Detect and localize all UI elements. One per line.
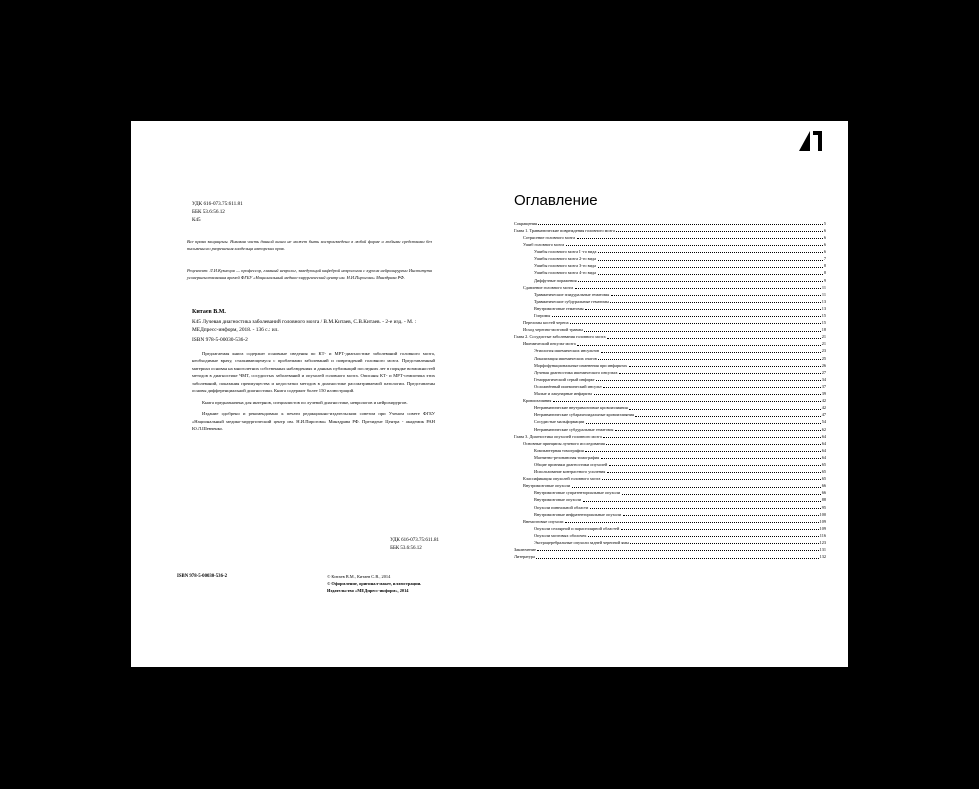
toc-leader-dots	[585, 447, 821, 452]
toc-entry[interactable]	[514, 552, 826, 559]
toc-entry-label: Общие признаки диагностики опухолей	[534, 461, 608, 467]
toc-entry[interactable]	[514, 269, 826, 276]
toc-entry[interactable]	[514, 247, 826, 254]
toc-entry-label: Заключение	[514, 547, 536, 553]
toc-entry[interactable]	[514, 333, 826, 340]
toc-entry[interactable]	[514, 361, 826, 368]
toc-entry-label: Внутримозговые опухоли	[534, 497, 582, 503]
toc-entry-label: Локализация ишемических очагов	[534, 355, 597, 361]
toc-entry[interactable]	[514, 474, 826, 481]
toc-entry-label: Переломы костей черепа	[523, 320, 569, 326]
toc-entry[interactable]	[514, 545, 826, 552]
toc-entry[interactable]	[514, 304, 826, 311]
toc-leader-dots	[577, 341, 820, 346]
toc-entry-page: 21	[821, 334, 826, 340]
toc-leader-dots	[598, 270, 823, 275]
toc-leader-dots	[619, 369, 821, 374]
toc-entry[interactable]	[514, 538, 826, 545]
toc-leader-dots	[615, 426, 821, 431]
toc-entry[interactable]	[514, 411, 826, 418]
toc-entry-label: Использование контрастного усиления	[534, 469, 606, 475]
toc-entry-label: Геморрагический серый инфаркт	[534, 376, 595, 382]
toc-entry-page: 18	[821, 327, 826, 333]
toc-entry[interactable]	[514, 489, 826, 496]
toc-entry[interactable]	[514, 354, 826, 361]
toc-leader-dots	[552, 312, 821, 317]
toc-entry-label: Лучевая диагностика ишемического инсульта	[534, 369, 618, 375]
toc-entry-label: Внемозговые опухоли	[523, 518, 564, 524]
toc-entry[interactable]	[514, 418, 826, 425]
toc-entry[interactable]	[514, 396, 826, 403]
bibliographic-record	[192, 318, 435, 344]
toc-entry-page: 64	[821, 454, 826, 460]
toc-leader-dots	[623, 511, 819, 516]
toc-entry[interactable]	[514, 240, 826, 247]
toc-entry-label: Экстрацеребральные опухоли задней черепной ямы	[534, 540, 629, 546]
toc-entry-label: Опухоли селлярной и параселлярной областей	[534, 525, 620, 531]
toc-entry-page: 47	[821, 412, 826, 418]
toc-entry[interactable]	[514, 524, 826, 531]
rights-notice: Все права защищены. Никакая часть данной книги не может быть воспроизведена в любой форме и любыми средствами без письменного разрешения владельца авторских прав.	[187, 239, 432, 251]
toc-entry[interactable]	[514, 276, 826, 283]
copyright-line: Издательство «МЕДпресс-информ», 2014	[327, 588, 409, 594]
toc-leader-dots	[609, 461, 821, 466]
toc-entry-page: 109	[819, 525, 826, 531]
toc-entry-label: Диффузные поражения	[534, 277, 577, 283]
toc-entry[interactable]	[514, 254, 826, 261]
toc-entry-label: Опухоли пинеальной области	[534, 504, 589, 510]
author-name: Китаев В.М.	[192, 309, 226, 315]
classification-codes-top	[192, 201, 243, 224]
toc-leader-dots	[606, 440, 820, 445]
toc-list	[514, 219, 826, 560]
toc-leader-dots	[536, 554, 818, 559]
toc-entry-label: Сдавление головного мозга	[523, 284, 574, 290]
toc-entry-label: Сотрясение головного мозга	[523, 234, 576, 240]
classification-codes-bottom	[390, 537, 439, 552]
toc-entry-label: Ушибы головного мозга 2-го вида	[534, 256, 597, 262]
toc-entry-page: 7	[823, 256, 826, 262]
shelf-code: К45	[192, 216, 201, 223]
toc-leader-dots	[598, 256, 823, 261]
toc-entry[interactable]	[514, 219, 826, 226]
toc-entry[interactable]	[514, 382, 826, 389]
toc-leader-dots	[635, 412, 820, 417]
toc-leader-dots	[598, 248, 823, 253]
toc-entry[interactable]	[514, 389, 826, 396]
toc-entry[interactable]	[514, 311, 826, 318]
toc-entry[interactable]	[514, 425, 826, 432]
toc-leader-dots	[621, 525, 819, 530]
toc-leader-dots	[566, 241, 823, 246]
toc-entry-page: 21	[821, 341, 826, 347]
toc-entry-label: Ишемический инсульт мозга	[523, 341, 576, 347]
toc-entry[interactable]	[514, 467, 826, 474]
toc-entry[interactable]	[514, 439, 826, 446]
toc-leader-dots	[603, 433, 820, 438]
toc-entry-page: 54	[821, 419, 826, 425]
toc-entry[interactable]	[514, 318, 826, 325]
toc-entry-page: 34	[821, 376, 826, 382]
publisher-logo-icon	[798, 130, 823, 152]
toc-leader-dots	[570, 319, 821, 324]
toc-entry-label: Осложнённый ишемический инсульт	[534, 383, 602, 389]
toc-entry-page: 8	[823, 270, 826, 276]
toc-entry-page: 27	[821, 369, 826, 375]
toc-entry-page: 5	[823, 220, 826, 226]
toc-leader-dots	[578, 277, 823, 282]
toc-entry-page: 6	[823, 249, 826, 255]
udk-code: УДК 616-073.75:611.81	[192, 201, 243, 207]
toc-entry-page: 116	[819, 532, 826, 538]
toc-leader-dots	[596, 376, 821, 381]
toc-entry-page: 95	[821, 504, 826, 510]
toc-entry[interactable]	[514, 503, 826, 510]
copyright-block	[327, 573, 421, 594]
toc-leader-dots	[565, 518, 819, 523]
toc-entry-page: 9	[823, 277, 826, 283]
udk-code-bottom: УДК 616-073.75:611.81	[390, 538, 439, 543]
toc-entry[interactable]	[514, 460, 826, 467]
toc-leader-dots	[630, 539, 818, 544]
toc-entry-page: 100	[819, 511, 826, 517]
toc-entry[interactable]	[514, 531, 826, 538]
toc-leader-dots	[622, 490, 821, 495]
toc-entry-label: Ушиб головного мозга	[523, 242, 565, 248]
toc-leader-dots	[616, 227, 822, 232]
toc-entry-label: Внутримозговые гематомы	[534, 305, 584, 311]
toc-entry-page: 88	[821, 497, 826, 503]
toc-entry-page: 26	[821, 362, 826, 368]
toc-entry-label: Морфофункциональные изменения при инфарктах	[534, 362, 628, 368]
toc-entry-label: Литература	[514, 554, 535, 560]
toc-entry-page: 66	[821, 483, 826, 489]
toc-entry[interactable]	[514, 290, 826, 297]
toc-leader-dots	[598, 355, 820, 360]
toc-leader-dots	[588, 532, 819, 537]
toc-leader-dots	[537, 546, 818, 551]
toc-entry-label: Глава 3. Диагностика опухолей головного мозга	[514, 433, 602, 439]
toc-leader-dots	[598, 263, 823, 268]
toc-entry-label: Внутримозговые супратенториальные опухоли	[534, 490, 621, 496]
toc-entry[interactable]	[514, 262, 826, 269]
toc-entry-page: 8	[823, 263, 826, 269]
toc-entry[interactable]	[514, 446, 826, 453]
toc-entry-page: 131	[819, 547, 826, 553]
toc-entry-page: 123	[819, 540, 826, 546]
toc-leader-dots	[553, 397, 821, 402]
isbn-bottom: ISBN 978-5-00030-536-2	[177, 574, 227, 579]
toc-entry-page: 132	[819, 554, 826, 560]
toc-entry-page: 13	[821, 298, 826, 304]
toc-leader-dots	[607, 334, 821, 339]
toc-entry[interactable]	[514, 453, 826, 460]
toc-entry-label: Опухоли мозговых оболочек	[534, 532, 587, 538]
annotation-paragraph: Предлагаемая книга содержит основные сведения по КТ- и МРТ-диагностике заболеваний головного мозга, необходимые врачу, сталкивающемуся с проблемами заболеваний и повреждений головного мозга. Представленный материал основан на многолетних собственных наблюдениях и данных публикаций последних лет в порядке возможностей методов в диагностике ЧМТ, сосудистых заболеваний и опухолей головного мозга. Описаны КТ- и МРТ-семиотика этих заболеваний, показания преимущества и недостатки методов в диагностике рассматриваемой патологии. Представлены основы дифференциальной диагностики. Книга содержит более 150 иллюстраций.	[192, 351, 435, 394]
toc-entry-label: Магнитно-резонансная томография	[534, 454, 600, 460]
toc-entry-label: Глава 2. Сосудистые заболевания головного мозга	[514, 334, 606, 340]
toc-entry[interactable]	[514, 233, 826, 240]
toc-leader-dots	[607, 468, 821, 473]
biblio-text: К45 Лучевая диагностика заболеваний головного мозга / В.М.Китаев, С.В.Китаев. - 2-е изд. - М. : МЕДпресс-информ, 2018. - 136 с.: ил.	[192, 319, 417, 334]
table-of-contents-page	[489, 121, 848, 667]
bbk-code-bottom: ББК 53.6:56.12	[390, 545, 422, 551]
toc-leader-dots	[594, 390, 821, 395]
toc-entry-label: Компьютерная томография	[534, 447, 584, 453]
copyright-line: © Оформление, оригинал-макет, иллюстрации.	[327, 581, 422, 587]
toc-entry-page: 65	[821, 469, 826, 475]
toc-entry-page: 62	[821, 426, 826, 432]
toc-leader-dots	[610, 298, 820, 303]
toc-leader-dots	[611, 291, 821, 296]
toc-entry-label: Внутримозговые инфратенториальные опухоли	[534, 511, 622, 517]
toc-entry[interactable]	[514, 432, 826, 439]
toc-leader-dots	[590, 504, 821, 509]
toc-leader-dots	[602, 475, 821, 480]
toc-entry-label: Сосудистые мальформации	[534, 419, 585, 425]
toc-entry[interactable]	[514, 403, 826, 410]
toc-entry-label: Глава 1. Травматические повреждения головного мозга	[514, 227, 615, 233]
toc-entry-page: 42	[821, 398, 826, 404]
copyright-page	[131, 121, 489, 667]
toc-leader-dots	[538, 220, 822, 225]
toc-entry-label: Исход черепно-мозговой травмы	[523, 327, 583, 333]
toc-leader-dots	[586, 419, 821, 424]
isbn-top: ISBN 978-5-00030-536-2	[192, 337, 248, 344]
toc-entry[interactable]	[514, 297, 826, 304]
toc-entry-label: Малые и лакунарные инфаркты	[534, 391, 593, 397]
toc-entry-page: 11	[821, 291, 826, 297]
toc-entry-page: 11	[821, 284, 826, 290]
toc-entry-label: Кровоизлияния	[523, 398, 552, 404]
toc-entry-label: Травматические эпидуральные гематомы	[534, 291, 610, 297]
toc-entry[interactable]	[514, 496, 826, 503]
toc-leader-dots	[577, 234, 823, 239]
toc-entry-label: Ушибы головного мозга I -го вида	[534, 249, 597, 255]
toc-entry[interactable]	[514, 347, 826, 354]
toc-entry-page: 109	[819, 518, 826, 524]
toc-entry[interactable]	[514, 517, 826, 524]
toc-leader-dots	[601, 348, 821, 353]
toc-entry-label: Нетравматические субарахноидальные кровоизлияния	[534, 412, 634, 418]
toc-entry[interactable]	[514, 340, 826, 347]
toc-entry-page: 42	[821, 405, 826, 411]
copyright-line: © Китаев В.М., Китаев С.В., 2014	[327, 574, 391, 579]
toc-leader-dots	[584, 327, 820, 332]
toc-entry-page: 25	[821, 355, 826, 361]
page-title: Оглавление	[514, 192, 598, 209]
toc-entry-page: 66	[821, 490, 826, 496]
toc-entry-page: 6	[823, 242, 826, 248]
toc-entry-label: Сокращения	[514, 220, 537, 226]
toc-entry-page: 37	[821, 383, 826, 389]
toc-entry[interactable]	[514, 283, 826, 290]
toc-entry-page: 6	[823, 227, 826, 233]
toc-entry-page: 13	[821, 305, 826, 311]
toc-leader-dots	[603, 383, 820, 388]
toc-leader-dots	[585, 305, 821, 310]
toc-leader-dots	[572, 483, 821, 488]
toc-entry-label: Ушибы головного мозга 4-го вида	[534, 270, 597, 276]
toc-entry-page: 64	[821, 433, 826, 439]
toc-entry[interactable]	[514, 325, 826, 332]
annotation-paragraph: Издание одобрено и рекомендовано к печати редакционно-издательским советом при Ученом совете ФГБУ «Национальный медико-хирургический центр им. Н.И.Пирогова» Минздрава РФ. Президент Центра - академик РАН Ю.Л.Шевченко.	[192, 411, 435, 431]
bbk-code: ББК 53.6:56.12	[192, 208, 225, 215]
toc-entry-page: 65	[821, 461, 826, 467]
annotation-paragraph: Книга предназначена для интернов, специалистов по лучевой диагностике, неврологов и нейрохирургов.	[202, 399, 408, 405]
toc-entry-page: 15	[821, 313, 826, 319]
toc-entry-label: Нетравматические внутримозговые кровоизлияния	[534, 405, 628, 411]
annotation-text	[192, 350, 435, 436]
toc-entry[interactable]	[514, 375, 826, 382]
toc-entry-page: 23	[821, 348, 826, 354]
toc-entry-label: Травматические субдуральные гематомы	[534, 298, 609, 304]
reviewer-notice: Рецензент: Л.И.Кузнецов — профессор, главный невролог, заведующий кафедрой неврологии с курсом нейрохирургии Института усовершенствования врачей ФГБУ «Национальный медико-хирургический центр им. Н.И.Пирогова» Минздрава РФ.	[187, 268, 432, 280]
toc-entry-label: Гигромы	[534, 313, 551, 319]
toc-leader-dots	[575, 284, 821, 289]
toc-entry-page: 64	[821, 440, 826, 446]
toc-leader-dots	[601, 454, 821, 459]
toc-entry-label: Ушибы головного мозга 3-го вида	[534, 263, 597, 269]
toc-entry[interactable]	[514, 226, 826, 233]
toc-entry-label: Этиология ишемических инсультов	[534, 348, 600, 354]
toc-entry-page: 65	[821, 476, 826, 482]
toc-entry[interactable]	[514, 481, 826, 488]
toc-entry-page: 6	[823, 234, 826, 240]
toc-leader-dots	[629, 405, 820, 410]
toc-leader-dots	[583, 497, 821, 502]
toc-entry-page: 39	[821, 391, 826, 397]
book-spread	[131, 121, 848, 667]
toc-entry[interactable]	[514, 510, 826, 517]
toc-entry-page: 15	[821, 320, 826, 326]
toc-entry-page: 64	[821, 447, 826, 453]
toc-leader-dots	[629, 362, 821, 367]
toc-entry-label: Основные принципы лучевого исследования	[523, 440, 605, 446]
toc-entry-label: Нетравматические субдуральные гематомы	[534, 426, 614, 432]
toc-entry-label: Классификация опухолей головного мозга	[523, 476, 601, 482]
toc-entry-label: Внутримозговые опухоли	[523, 483, 571, 489]
toc-entry[interactable]	[514, 368, 826, 375]
